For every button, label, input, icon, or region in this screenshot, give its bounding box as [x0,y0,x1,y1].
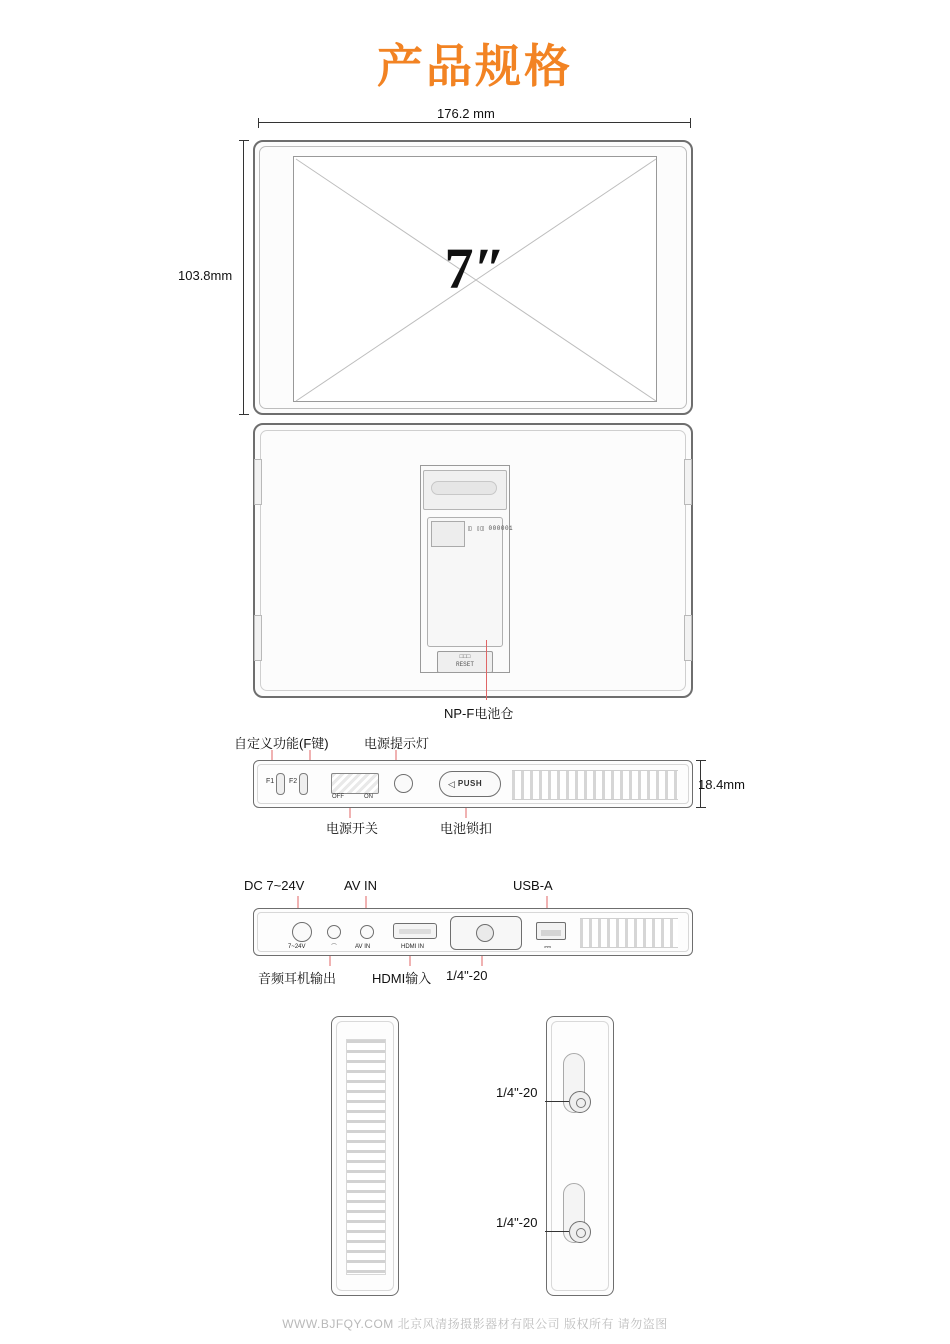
dc-input-label: DC 7~24V [244,878,305,893]
push-button-label: PUSH [457,779,483,788]
back-notch-right-bottom [684,615,692,661]
battery-bay-label: NP-F电池仓 [444,706,514,721]
tripod-screw-hole [476,924,494,942]
monitor-top-edge-view [253,760,693,808]
thickness-label: 18.4mm [698,777,745,792]
battery-serial-text: ◫ ▯◫ 000001 [468,525,514,532]
back-notch-right-top [684,459,692,505]
battery-lock-label: 电池锁扣 [440,821,493,836]
av-in-label: AV IN [344,878,377,893]
height-dimension-label: 103.8mm [178,268,233,283]
power-led-label: 电源提示灯 [364,736,430,751]
f1-key [276,773,285,795]
monitor-back-view [253,423,693,698]
screw-bottom-leader [545,1231,569,1232]
thickness-tick-top [696,760,706,761]
push-arrow-icon: ◁ [448,779,455,789]
power-switch-off-label: OFF [332,794,344,800]
headphone-output-label: 音频耳机输出 [258,971,337,986]
right-side-screw-top [569,1091,591,1113]
monitor-bottom-edge-view [253,908,693,956]
screw-bottom-label: 1/4"-20 [496,1215,538,1230]
power-led-indicator [394,774,413,793]
fkeys-label: 自定义功能(F键) [234,736,329,751]
hdmi-in-port-label: HDMI IN [401,944,424,950]
top-edge-bottom-leader-lines [250,808,510,822]
f1-key-label: F1 [266,778,275,785]
page-title: 产品规格 [377,40,573,92]
f2-key [299,773,308,795]
battery-foot-text-line1: □□□ [459,653,471,660]
footer-company: 北京风清扬摄影器材有限公司 版权所有 请勿盗图 [397,1317,668,1331]
av-in-port-label: AV IN [355,944,371,950]
power-switch-label: 电源开关 [326,821,379,836]
f2-key-label: F2 [289,778,298,785]
hdmi-input-label: HDMI输入 [372,971,432,986]
screen-size-label: 7″ [444,236,506,301]
footer-watermark [0,1315,950,1332]
power-switch [331,773,379,794]
screw-top-label: 1/4"-20 [496,1085,538,1100]
bottom-edge-vents [580,918,678,948]
monitor-screen [293,156,657,402]
footer-url: WWW.BJFQY.COM [282,1317,394,1331]
av-in-port [360,925,374,939]
right-side-screw-bottom [569,1221,591,1243]
height-dim-tick-bottom [239,414,249,415]
width-dim-tick-right [690,118,691,128]
monitor-left-side-view [331,1016,399,1296]
usb-a-port [536,922,566,940]
headphone-port-icon: ⌒ [331,945,338,951]
battery-label-leader-line [486,640,487,700]
hdmi-in-port [393,923,437,939]
bottom-screw-label: 1/4"-20 [446,968,488,983]
usb-a-label: USB-A [513,878,553,893]
monitor-front-view [253,140,693,415]
battery-top-slot [431,481,497,495]
width-dim-tick-left [258,118,259,128]
height-dim-tick-top [239,140,249,141]
usb-icon: ⎓ [544,942,552,952]
dc-power-port [292,922,312,942]
height-dimension-line [243,140,244,415]
back-notch-left-top [254,459,262,505]
dc-power-port-label: 7~24V [288,944,306,950]
thickness-tick-bottom [696,807,706,808]
top-edge-vents [512,770,678,800]
monitor-right-side-view [546,1016,614,1296]
back-notch-left-bottom [254,615,262,661]
headphone-port [327,925,341,939]
battery-foot-text-line2: RESET [455,661,474,668]
battery-contact-chip [431,521,465,547]
screw-top-leader [545,1101,569,1102]
power-switch-on-label: ON [364,794,373,800]
width-dimension-line [258,122,690,123]
width-dimension-label: 176.2 mm [437,106,495,121]
left-side-vents [346,1039,386,1275]
